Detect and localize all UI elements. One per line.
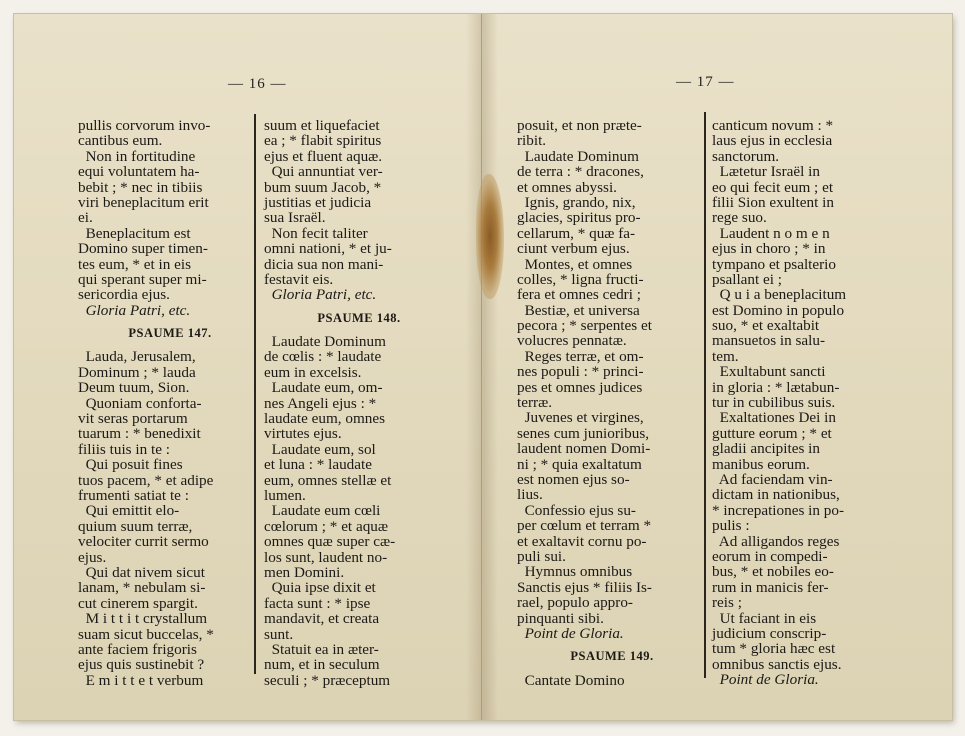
text-line: judicium conscrip-: [712, 624, 827, 642]
text-line: gutture eorum ; * et: [712, 424, 832, 442]
text-line: vit seras portarum: [78, 410, 188, 428]
text-line: glacies, spiritus pro-: [517, 209, 641, 227]
text-line: Qui posuit fines: [78, 456, 183, 474]
text-line: Q u i a beneplacitum: [712, 286, 847, 304]
text-line: Quoniam conforta-: [78, 394, 202, 412]
text-line: psallant ei ;: [712, 270, 783, 288]
text-line: fera et omnes cedri ;: [517, 286, 641, 304]
text-line: et omnes abyssi.: [517, 178, 617, 196]
text-line: omnibus sanctis ejus.: [712, 655, 842, 673]
text-line: Reges terræ, et om-: [517, 347, 644, 365]
column-rule: [254, 114, 256, 674]
text-line: Laudate eum, sol: [264, 440, 376, 458]
text-line: nes populi : * princi-: [517, 363, 644, 381]
text-line: Sanctis ejus * filiis Is-: [517, 578, 652, 596]
right-page-column-2: [712, 118, 912, 687]
left-page-column-1: [78, 118, 262, 688]
text-line: Domino super timen-: [78, 240, 208, 258]
right-page-column-1: [517, 118, 707, 688]
left-page: [14, 14, 482, 720]
text-line: terræ.: [517, 394, 553, 412]
text-line: Non fecit taliter: [264, 224, 368, 242]
text-line: Ignis, grando, nix,: [517, 193, 636, 211]
text-line: tes eum, * et in eis: [78, 255, 192, 273]
text-line: laudent nomen Domi-: [517, 440, 651, 458]
text-line: omnes quæ super cæ-: [264, 533, 396, 551]
text-line: Exultabunt sancti: [712, 363, 826, 381]
text-line: Gloria Patri, etc.: [264, 286, 377, 304]
text-line: ejus in choro ; * in: [712, 240, 826, 258]
text-line: * increpationes in po-: [712, 501, 845, 519]
text-line: eorum in compedi-: [712, 547, 828, 565]
text-line: gladii ancipites in: [712, 440, 820, 458]
text-line: lanam, * nebulam si-: [78, 579, 206, 597]
text-line: M i t t i t crystallum: [78, 610, 208, 628]
text-line: seculi ; * præceptum: [264, 671, 391, 689]
text-line: Laudate Dominum: [517, 147, 639, 165]
text-line: mandavit, et creata: [264, 610, 380, 628]
text-line: eum, omnes stellæ et: [264, 471, 392, 489]
text-line: virtutes ejus.: [264, 425, 342, 443]
text-line: eo qui fecit eum ; et: [712, 178, 834, 196]
text-line: bebit ; * nec in tibiis: [78, 178, 203, 196]
text-line: reis ;: [712, 594, 742, 612]
psalm-heading: PSAUME 149.: [570, 649, 654, 664]
heading-spacer: [78, 318, 262, 326]
text-line: nes Angeli ejus : *: [264, 394, 377, 412]
text-line: sanctorum.: [712, 147, 780, 165]
column-rule: [704, 112, 706, 678]
text-line: suum et liquefaciet: [264, 117, 380, 134]
text-line: Bestiæ, et universa: [517, 301, 640, 319]
text-line: tum * gloria hæc est: [712, 640, 836, 658]
text-line: Non in fortitudine: [78, 147, 196, 165]
text-line: Statuit ea in æter-: [264, 640, 379, 658]
text-line: ante faciem frigoris: [78, 640, 197, 658]
text-line: sunt.: [264, 625, 294, 643]
text-line: ejus.: [78, 548, 107, 566]
text-line: pes et omnes judices: [517, 378, 643, 396]
text-line: est Domino in populo: [712, 301, 845, 319]
text-line: posuit, et non præte-: [517, 117, 642, 134]
text-line: per cœlum et terram *: [517, 517, 652, 535]
text-line: quium suum terræ,: [78, 517, 193, 535]
psalm-heading: PSAUME 148.: [317, 310, 401, 325]
text-line: ea ; * flabit spiritus: [264, 132, 382, 150]
text-line: laudate eum, omnes: [264, 410, 386, 428]
text-line: suo, * et exaltabit: [712, 317, 820, 335]
text-line: qui sperant super mi-: [78, 270, 207, 288]
heading-spacer: [264, 303, 454, 311]
psalm-heading: PSAUME 147.: [128, 326, 212, 341]
text-line: laus ejus in ecclesia: [712, 132, 833, 150]
text-line: E m i t t e t verbum: [78, 671, 204, 689]
left-page-column-2: [264, 118, 454, 688]
text-line: dictam in nationibus,: [712, 486, 840, 504]
text-line: Laudate eum cœli: [264, 502, 381, 520]
text-line: Laudate Dominum: [264, 333, 386, 351]
text-line: Point de Gloria.: [712, 671, 819, 689]
page-number-17: — 17 —: [676, 74, 735, 90]
text-line: Ad alligandos reges: [712, 532, 840, 550]
text-line: cellarum, * quæ fa-: [517, 224, 636, 242]
text-line: et exaltavit cornu po-: [517, 532, 647, 550]
text-line: Gloria Patri, etc.: [78, 301, 191, 319]
text-line: omni nationi, * et ju-: [264, 240, 392, 258]
text-line: filii Sion exultent in: [712, 193, 834, 211]
text-line: dicia sua non mani-: [264, 255, 384, 273]
text-line: los sunt, laudent no-: [264, 548, 388, 566]
text-line: tympano et psalterio: [712, 255, 836, 273]
text-line: cut cinerem spargit.: [78, 594, 198, 612]
text-line: lumen.: [264, 486, 306, 504]
text-line: pulis :: [712, 517, 750, 535]
text-line: Ut faciant in eis: [712, 609, 817, 627]
text-line: in gloria : * lætabun-: [712, 378, 840, 396]
text-line: rael, populo appro-: [517, 594, 633, 612]
text-line: Montes, et omnes: [517, 255, 633, 273]
text-line: Quia ipse dixit et: [264, 579, 376, 597]
text-line: Beneplacitum est: [78, 224, 191, 242]
text-line: tem.: [712, 347, 739, 365]
text-line: Qui annuntiat ver-: [264, 163, 383, 181]
text-line: facta sunt : * ipse: [264, 594, 371, 612]
text-line: de terra : * dracones,: [517, 163, 644, 181]
text-line: equi voluntatem ha-: [78, 163, 200, 181]
text-line: ejus et fluent aquæ.: [264, 147, 383, 165]
text-line: ciunt verbum ejus.: [517, 240, 630, 258]
text-line: bum suum Jacob, *: [264, 178, 382, 196]
text-line: rum in manicis fer-: [712, 578, 829, 596]
text-line: Cantate Domino: [517, 671, 625, 689]
right-page: [482, 14, 952, 720]
text-line: Qui emittit elo-: [78, 502, 180, 520]
text-line: men Domini.: [264, 563, 345, 581]
text-line: frumenti satiat te :: [78, 486, 189, 504]
text-line: eum in excelsis.: [264, 363, 362, 381]
text-line: Qui dat nivem sicut: [78, 563, 205, 581]
text-line: tur in cubilibus suis.: [712, 394, 836, 412]
text-line: ni ; * quia exaltatum: [517, 455, 642, 473]
text-line: viri beneplacitum erit: [78, 193, 209, 211]
text-line: Ad faciendam vin-: [712, 470, 833, 488]
text-line: ribit.: [517, 132, 547, 150]
text-line: est nomen ejus so-: [517, 470, 630, 488]
text-line: de cœlis : * laudate: [264, 348, 382, 366]
text-line: ejus quis sustinebit ?: [78, 656, 205, 674]
text-line: Deum tuum, Sion.: [78, 379, 190, 397]
text-line: pecora ; * serpentes et: [517, 317, 652, 335]
text-line: num, et in seculum: [264, 656, 380, 674]
binding-stain: [476, 174, 504, 299]
text-line: Juvenes et virgines,: [517, 409, 644, 427]
text-line: et luna : * laudate: [264, 456, 372, 474]
text-line: filiis tuis in te :: [78, 440, 170, 458]
text-line: Point de Gloria.: [517, 624, 624, 642]
text-line: manibus eorum.: [712, 455, 810, 473]
text-line: senes cum junioribus,: [517, 424, 650, 442]
text-line: pinquanti sibi.: [517, 609, 604, 627]
text-line: cœlorum ; * et aquæ: [264, 517, 389, 535]
text-line: Laudate eum, om-: [264, 379, 383, 397]
text-line: canticum novum : *: [712, 117, 834, 134]
heading-spacer: [517, 641, 707, 649]
text-line: tuos pacem, * et adipe: [78, 471, 214, 489]
text-line: Dominum ; * lauda: [78, 363, 196, 381]
text-line: Lauda, Jerusalem,: [78, 348, 196, 366]
text-line: rege suo.: [712, 209, 767, 227]
text-line: sericordia ejus.: [78, 286, 170, 304]
text-line: Lætetur Israël in: [712, 163, 820, 181]
text-line: volucres pennatæ.: [517, 332, 627, 350]
text-line: justitias et judicia: [264, 193, 372, 211]
text-line: mansuetos in salu-: [712, 332, 826, 350]
text-line: velociter currit sermo: [78, 533, 209, 551]
text-line: Exaltationes Dei in: [712, 409, 836, 427]
text-line: ei.: [78, 209, 93, 227]
text-line: sua Israël.: [264, 209, 326, 227]
text-line: Confessio ejus su-: [517, 501, 636, 519]
text-line: pullis corvorum invo-: [78, 117, 211, 134]
text-line: Laudent n o m e n: [712, 224, 830, 242]
text-line: cantibus eum.: [78, 132, 163, 150]
text-line: bus, * et nobiles eo-: [712, 563, 834, 581]
text-line: Hymnus omnibus: [517, 563, 633, 581]
text-line: lius.: [517, 486, 543, 504]
page-number-16: — 16 —: [228, 76, 287, 92]
text-line: puli sui.: [517, 547, 566, 565]
text-line: suam sicut buccelas, *: [78, 625, 214, 643]
text-line: colles, * ligna fructi-: [517, 270, 644, 288]
book-gutter: [466, 14, 498, 720]
text-line: festavit eis.: [264, 270, 334, 288]
text-line: tuarum : * benedixit: [78, 425, 201, 443]
booklet: [14, 14, 952, 720]
